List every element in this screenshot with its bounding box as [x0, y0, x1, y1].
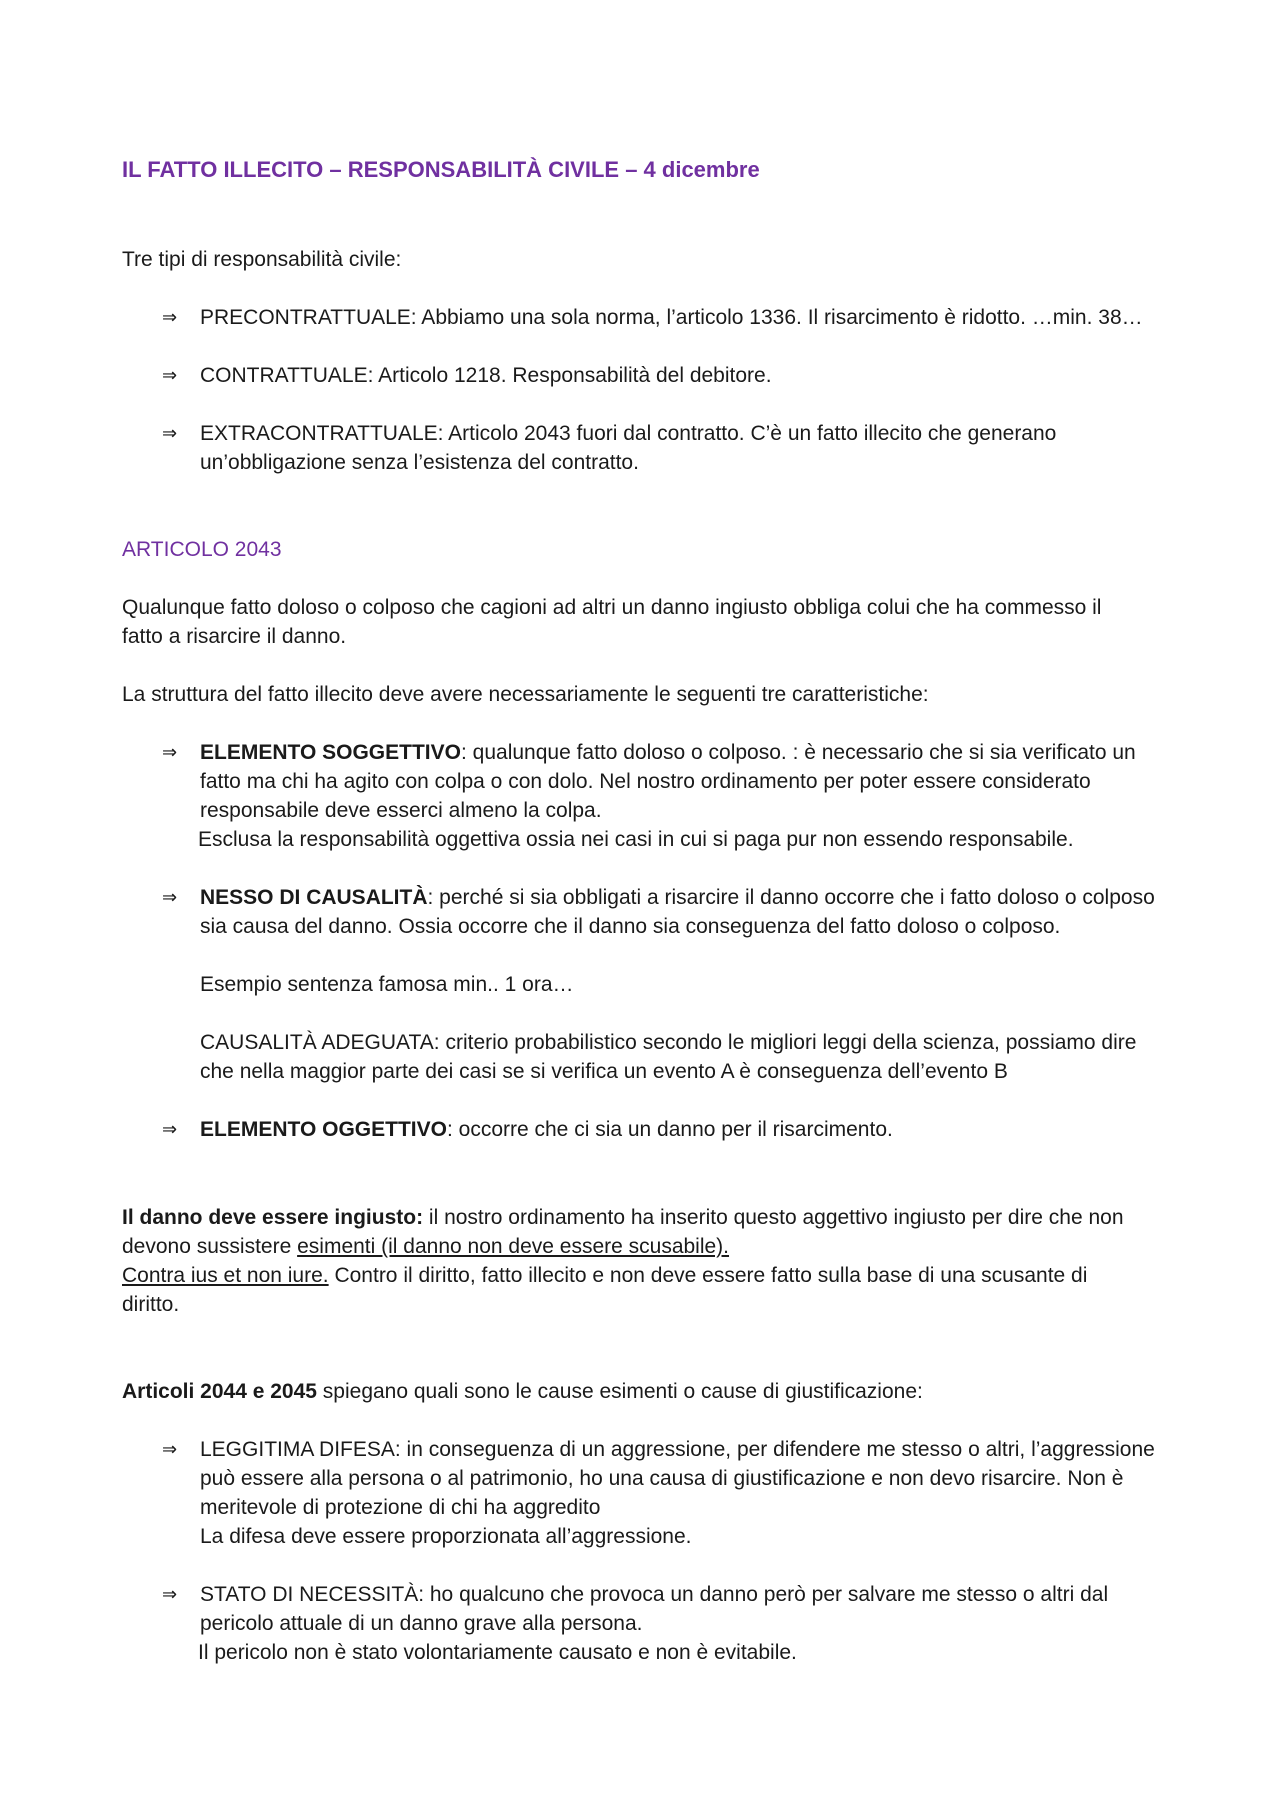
list-item-legittima-difesa [162, 1435, 1172, 1551]
list-item-text: CONTRATTUALE: Articolo 1218. Responsabilità del debitore. [200, 364, 772, 387]
arrow-icon: ⇒ [162, 423, 178, 443]
arrow-icon: ⇒ [162, 1439, 178, 1459]
list-item-text [200, 1435, 1200, 1551]
list-item-text [200, 883, 1200, 1086]
list-item-contrattuale [162, 361, 1172, 390]
text-line: che nella maggior parte dei casi se si verifica un evento A è conseguenza dell’evento B [200, 1060, 1008, 1083]
text-span: spiegano quali sono le cause esimenti o cause di giustificazione: [316, 1380, 923, 1403]
text-span: devono sussistere [122, 1235, 298, 1258]
arrow-icon: ⇒ [162, 307, 178, 327]
list-item-nesso-causalita [162, 883, 1172, 1086]
text-line: La difesa deve essere proporzionata all’aggressione. [200, 1525, 692, 1548]
intro-text: Tre tipi di responsabilità civile: [122, 248, 402, 271]
text-line: Esclusa la responsabilità oggettiva ossia nei casi in cui si paga pur non essendo responsabile. [198, 828, 1074, 851]
text-line [122, 1261, 1172, 1290]
text-span: Contro il diritto, fatto illecito e non deve essere fatto sulla base di una scusante di [328, 1264, 1088, 1287]
text-line [200, 738, 1200, 767]
text-line [200, 883, 1200, 912]
paragraph-danno-ingiusto [122, 1203, 1172, 1319]
text-span: : occorre che ci sia un danno per il risarcimento. [446, 1118, 893, 1141]
page-title: IL FATTO ILLECITO – RESPONSABILITÀ CIVILE – 4 dicembre [122, 157, 760, 182]
arrow-icon: ⇒ [162, 887, 178, 907]
section-heading-articolo-2043: ARTICOLO 2043 [122, 538, 282, 561]
list-item-extracontrattuale [162, 419, 1172, 477]
underlined-text: esimenti (il danno non deve essere scusabile). [297, 1235, 730, 1258]
text-line: pericolo attuale di un danno grave alla persona. [200, 1612, 643, 1635]
list-item-text [200, 1580, 1200, 1667]
text-line: STATO DI NECESSITÀ: ho qualcuno che provoca un danno però per salvare me stesso o altri dal [200, 1583, 1109, 1606]
underlined-text: Contra ius et non iure. [122, 1264, 329, 1287]
bold-label: Il danno deve essere ingiusto: [122, 1206, 424, 1229]
bold-label: ELEMENTO SOGGETTIVO [200, 741, 461, 764]
list-item-elemento-oggettivo [162, 1115, 1172, 1144]
list-item-text [200, 738, 1200, 854]
arrow-icon: ⇒ [162, 365, 178, 385]
text-line: fatto ma chi ha agito con colpa o con dolo. Nel nostro ordinamento per poter essere considerato [200, 770, 1091, 793]
arrow-icon: ⇒ [162, 1584, 178, 1604]
list-item-elemento-soggettivo [162, 738, 1172, 854]
text-span: il nostro ordinamento ha inserito questo aggettivo ingiusto per dire che non [423, 1206, 1124, 1229]
text-line: sia causa del danno. Ossia occorre che il danno sia conseguenza del fatto doloso o colposo. [200, 915, 1061, 938]
text-line: responsabile deve esserci almeno la colpa. [200, 799, 602, 822]
paragraph-struttura: La struttura del fatto illecito deve avere necessariamente le seguenti tre caratteristiche: [122, 683, 929, 706]
arrow-icon: ⇒ [162, 1119, 178, 1139]
text-line: Esempio sentenza famosa min.. 1 ora… [200, 973, 574, 996]
text-line: può essere alla persona o al patrimonio, ho una causa di giustificazione e non devo risarcire. Non è [200, 1467, 1124, 1490]
text-line [122, 1232, 1172, 1261]
bold-label: Articoli 2044 e 2045 [122, 1380, 317, 1403]
list-item-text [200, 419, 1200, 477]
arrow-icon: ⇒ [162, 742, 178, 762]
paragraph-articolo-2043 [122, 593, 1172, 651]
text-line [122, 1203, 1172, 1232]
list-item-stato-necessita [162, 1580, 1172, 1667]
list-item-text [200, 1115, 1200, 1144]
text-line: meritevole di protezione di chi ha aggredito [200, 1496, 601, 1519]
text-line: fatto a risarcire il danno. [122, 625, 347, 648]
bold-label: ELEMENTO OGGETTIVO [200, 1118, 447, 1141]
text-line: Il pericolo non è stato volontariamente causato e non è evitabile. [198, 1641, 797, 1664]
text-line: EXTRACONTRATTUALE: Articolo 2043 fuori dal contratto. C’è un fatto illecito che generano [200, 422, 1057, 445]
text-line [122, 1377, 1172, 1406]
list-item-text: PRECONTRATTUALE: Abbiamo una sola norma, l’articolo 1336. Il risarcimento è ridotto. …min. 38… [200, 306, 1143, 329]
text-span: : qualunque fatto doloso o colposo. : è necessario che si sia verificato un [460, 741, 1136, 764]
text-span: : perché si sia obbligati a risarcire il danno occorre che i fatto doloso o colposo [427, 886, 1155, 909]
list-item-precontrattuale [162, 303, 1172, 332]
text-line: CAUSALITÀ ADEGUATA: criterio probabilistico secondo le migliori leggi della scienza, possiamo dire [200, 1031, 1137, 1054]
paragraph-articoli-2044-2045 [122, 1377, 1172, 1406]
text-line: Qualunque fatto doloso o colposo che cagioni ad altri un danno ingiusto obbliga colui che ha commesso il [122, 596, 1102, 619]
text-line: LEGGITIMA DIFESA: in conseguenza di un aggressione, per difendere me stesso o altri, l’aggressione [200, 1438, 1155, 1461]
text-line: un’obbligazione senza l’esistenza del contratto. [200, 451, 639, 474]
text-line: diritto. [122, 1293, 180, 1316]
bold-label: NESSO DI CAUSALITÀ [200, 886, 428, 909]
text-line [200, 1115, 1200, 1144]
